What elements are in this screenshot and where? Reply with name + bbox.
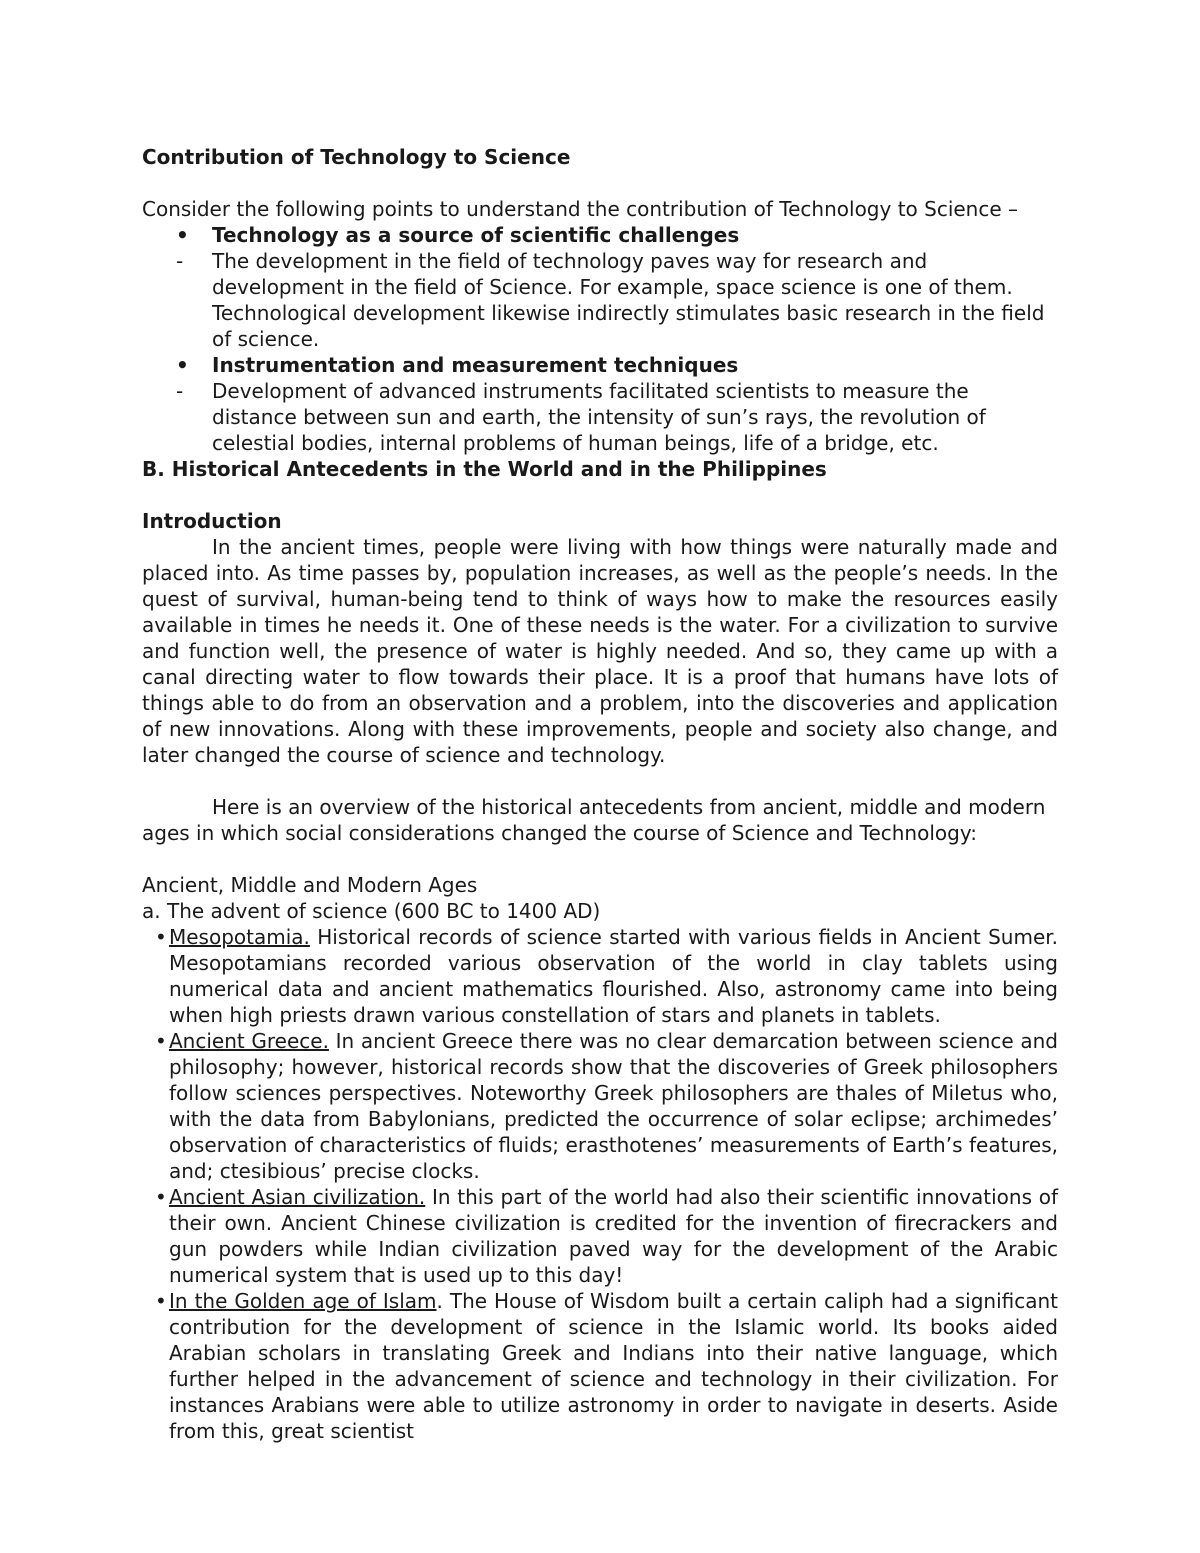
item-term: Ancient Greece. xyxy=(169,1029,329,1053)
item-text: In ancient Greece there was no clear demarcation between science and philosophy; however, historical records show that the discoveries of Greek philosophers follow sciences perspectives. Noteworthy Greek philosophers are thales of Miletus who, with the data from Babylonians, predicted the occurrence of solar eclipse; archimedes’ observation of characteristics of fluids; erasthotenes’ measurements of Earth’s features, and; ctesibious’ precise clocks. xyxy=(169,1029,1058,1183)
topic-heading-text: Instrumentation and measurement techniques xyxy=(212,353,739,377)
item-term: In the Golden age of Islam xyxy=(169,1289,437,1313)
spacer xyxy=(142,170,1058,196)
spacer xyxy=(142,768,1058,794)
topic-list xyxy=(142,222,1058,456)
topic-description-text: The development in the field of technology paves way for research and development in the field of Science. For example, space science is one of them. Technological development likewise indirectly stimulates basic research in the field of science. xyxy=(212,249,1045,351)
list-item xyxy=(142,1028,1058,1184)
topic-item xyxy=(142,222,1058,352)
list-item xyxy=(142,924,1058,1028)
ages-heading: Ancient, Middle and Modern Ages xyxy=(142,873,478,897)
item-text: . The House of Wisdom built a certain caliph had a significant contribution for the development of science in the Islamic world. Its books aided Arabian scholars in translating Greek and Indians into their native language, which further helped in the advancement of science and technology in their civilization. For instances Arabians were able to utilize astronomy in order to navigate in deserts. Aside from this, great scientist xyxy=(169,1289,1059,1443)
bullet-icon: • xyxy=(155,925,167,949)
item-text: Historical records of science started with various fields in Ancient Sumer. Mesopotamians recorded various observation of the world in clay tablets using numerical data and ancient mathematics flourished. Also, astronomy came into being when high priests drawn various constellation of stars and planets in tablets. xyxy=(169,925,1058,1027)
item-term: Ancient Asian civilization. xyxy=(169,1185,426,1209)
civilization-list xyxy=(142,924,1058,1444)
bullet-icon: • xyxy=(155,1289,167,1313)
dash-icon: - xyxy=(176,379,184,403)
list-item xyxy=(142,1184,1058,1288)
section-title-historical: B. Historical Antecedents in the World and in the Philippines xyxy=(142,457,827,481)
topic-description xyxy=(142,378,1058,456)
item-term: Mesopotamia. xyxy=(169,925,310,949)
topic-heading xyxy=(142,352,1058,378)
spacer xyxy=(142,482,1058,508)
bullet-icon: • xyxy=(155,1185,167,1209)
section-intro: Consider the following points to understand the contribution of Technology to Science – xyxy=(142,197,1019,221)
period-heading: a. The advent of science (600 BC to 1400 AD) xyxy=(142,899,601,923)
item-text: In this part of the world had also their scientific innovations of their own. Ancient Chinese civilization is credited for the invention of firecrackers and gun powders while Indian civilization paved way for the development of the Arabic numerical system that is used up to this day! xyxy=(169,1185,1058,1287)
introduction-heading: Introduction xyxy=(142,509,282,533)
topic-heading xyxy=(142,222,1058,248)
spacer xyxy=(142,846,1058,872)
bullet-icon: • xyxy=(176,223,189,247)
list-item xyxy=(142,1288,1058,1444)
introduction-paragraph: In the ancient times, people were living with how things were naturally made and placed into. As time passes by, population increases, as well as the people’s needs. In the quest of survival, human-being tend to think of ways how to make the resources easily available in times he needs it. One of these needs is the water. For a civilization to survive and function well, the presence of water is highly needed. And so, they came up with a canal directing water to flow towards their place. It is a proof that humans have lots of things able to do from an observation and a problem, into the discoveries and application of new innovations. Along with these improvements, people and society also change, and later changed the course of science and technology. xyxy=(142,535,1058,767)
bullet-icon: • xyxy=(155,1029,167,1053)
bullet-icon: • xyxy=(176,353,189,377)
topic-item xyxy=(142,352,1058,456)
topic-description xyxy=(142,248,1058,352)
overview-paragraph: Here is an overview of the historical antecedents from ancient, middle and modern ages in which social considerations changed the course of Science and Technology: xyxy=(142,795,1046,845)
dash-icon: - xyxy=(176,249,184,273)
topic-description-text: Development of advanced instruments facilitated scientists to measure the distance between sun and earth, the intensity of sun’s rays, the revolution of celestial bodies, internal problems of human beings, life of a bridge, etc. xyxy=(212,379,986,455)
section-title-contribution: Contribution of Technology to Science xyxy=(142,145,571,169)
topic-heading-text: Technology as a source of scientific challenges xyxy=(212,223,740,247)
